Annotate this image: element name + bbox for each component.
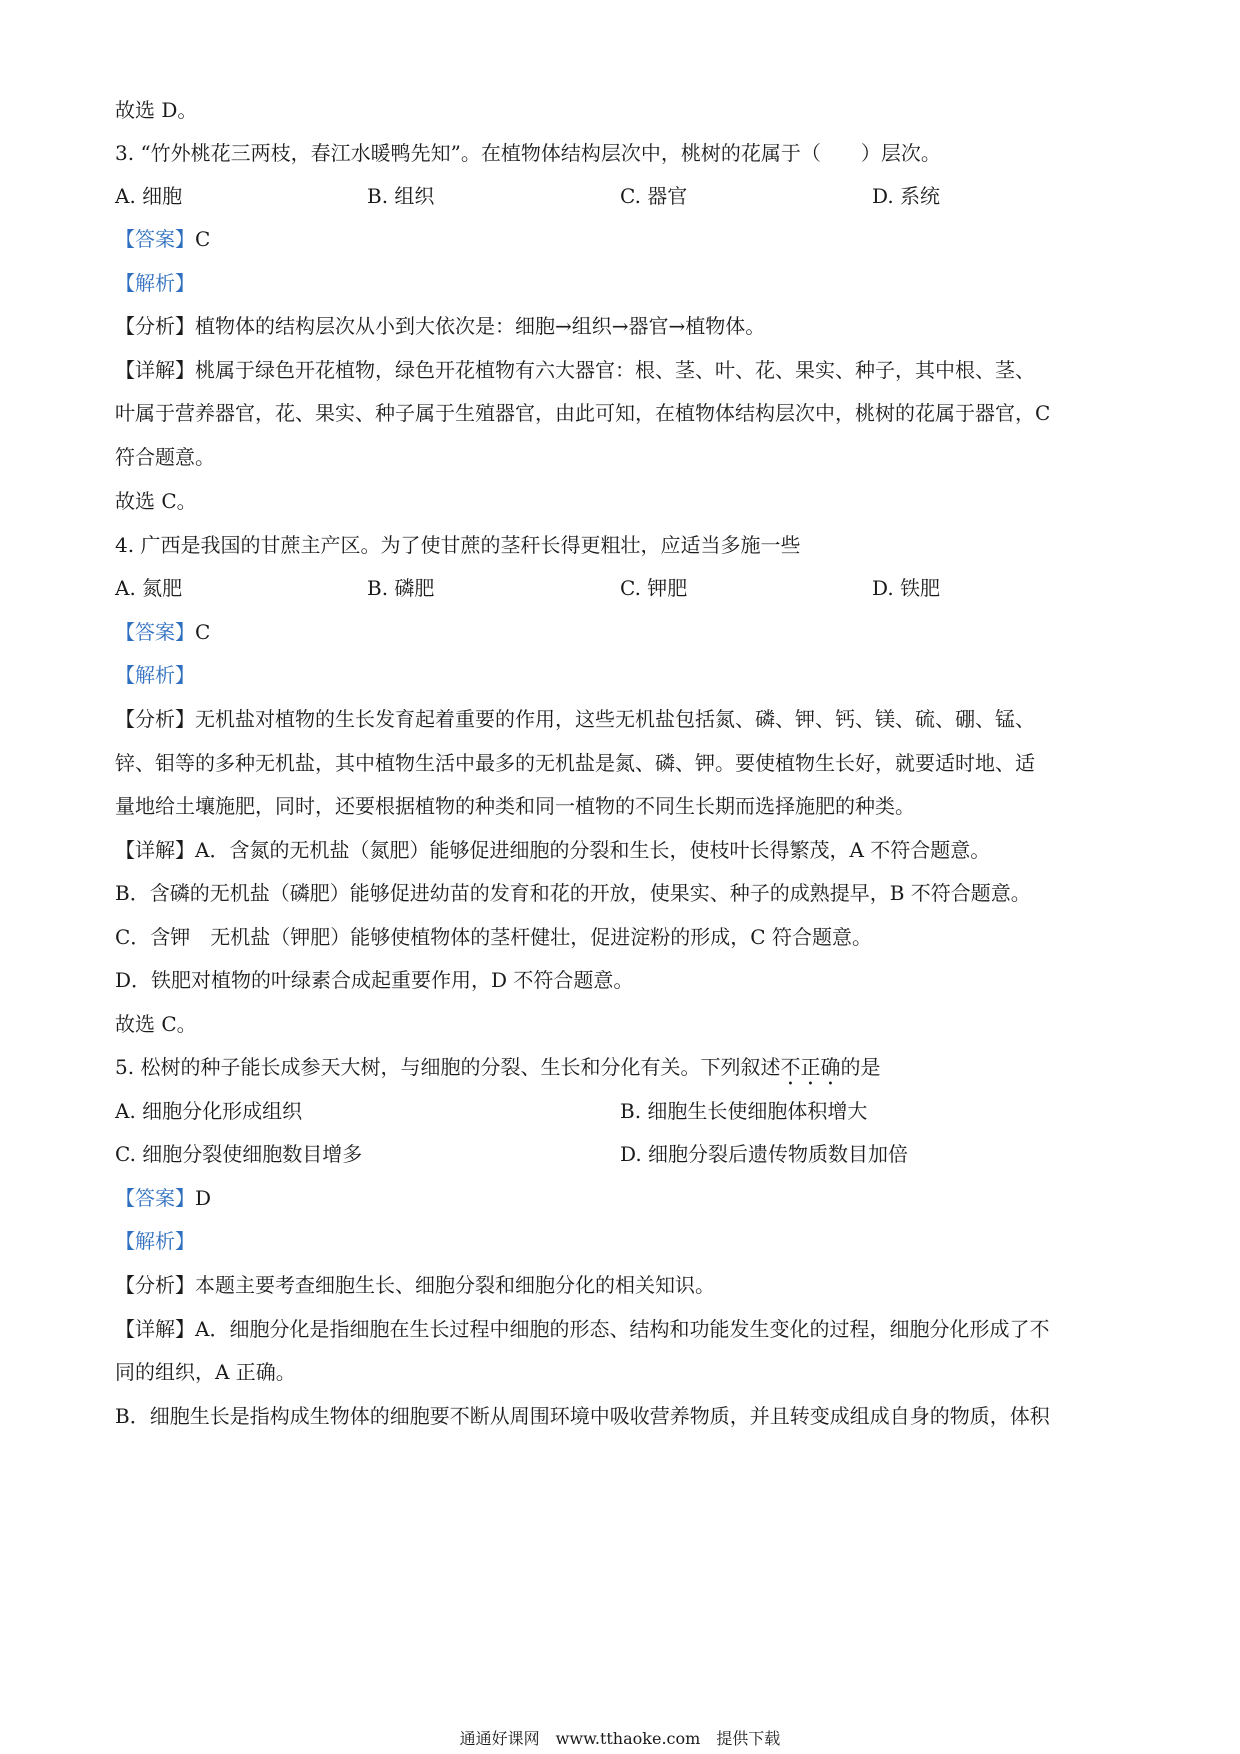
fenxi-text: 无机盐对植物的生长发育起着重要的作用，这些无机盐包括氮、磷、钾、钙、镁、硫、硼、锰、 — [195, 707, 1035, 731]
xiangjie-text: 桃属于绿色开花植物，绿色开花植物有六大器官：根、茎、叶、花、果实、种子，其中根、茎、 — [195, 358, 1035, 382]
q3-option-c: C. 器官 — [620, 184, 688, 208]
xiangjie-tag: 【详解】 — [115, 358, 195, 382]
q5-option-a: A. 细胞分化形成组织 — [115, 1099, 303, 1123]
conclusion-q2: 故选 D。 — [115, 98, 198, 122]
q3-option-d: D. 系统 — [872, 184, 941, 208]
q4-fenxi-1 — [115, 706, 1135, 732]
xiangjie-text: A．含氮的无机盐（氮肥）能够促进细胞的分裂和生长，使枝叶长得繁茂，A 不符合题意。 — [195, 838, 991, 862]
q5-option-b: B. 细胞生长使细胞体积增大 — [620, 1099, 868, 1123]
xiangjie-tag: 【详解】 — [115, 838, 195, 862]
q3-option-b: B. 组织 — [367, 184, 435, 208]
q5-fenxi — [115, 1272, 1135, 1298]
fenxi-text: 植物体的结构层次从小到大依次是：细胞→组织→器官→植物体。 — [195, 314, 766, 338]
fenxi-tag: 【分析】 — [115, 314, 195, 338]
fenxi-text: 本题主要考查细胞生长、细胞分裂和细胞分化的相关知识。 — [195, 1273, 715, 1297]
q4-analysis-tag: 【解析】 — [115, 663, 195, 687]
xiangjie-text: A．细胞分化是指细胞在生长过程中细胞的形态、结构和功能发生变化的过程，细胞分化形成了不 — [195, 1317, 1050, 1341]
answer-value: D — [195, 1186, 212, 1210]
q3-option-a: A. 细胞 — [115, 184, 183, 208]
q4-option-b: B. 磷肥 — [367, 576, 435, 600]
q4-fenxi-3: 量地给土壤施肥，同时，还要根据植物的种类和同一植物的不同生长期而选择施肥的种类。 — [115, 794, 915, 818]
question-5 — [115, 1054, 1135, 1090]
q5-emphasis: 不正确 — [780, 1055, 841, 1079]
q3-xiangjie-1 — [115, 357, 1135, 383]
q3-analysis-tag: 【解析】 — [115, 271, 195, 295]
answer-tag: 【答案】 — [115, 1186, 195, 1210]
q3-fenxi — [115, 313, 1135, 339]
q4-xiangjie-d: D．铁肥对植物的叶绿素合成起重要作用，D 不符合题意。 — [115, 968, 634, 992]
q4-option-d: D. 铁肥 — [872, 576, 941, 600]
q4-xiangjie-c: C．含钾 无机盐（钾肥）能够使植物体的茎杆健壮，促进淀粉的形成，C 符合题意。 — [115, 925, 872, 949]
question-3: 3. “竹外桃花三两枝，春江水暖鸭先知”。在植物体结构层次中，桃树的花属于（ ）层次。 — [115, 141, 941, 165]
q3-xiangjie-2: 叶属于营养器官，花、果实、种子属于生殖器官，由此可知，在植物体结构层次中，桃树的花属于器官，C — [115, 401, 1051, 425]
question-4: 4. 广西是我国的甘蔗主产区。为了使甘蔗的茎秆长得更粗壮，应适当多施一些 — [115, 533, 801, 557]
q4-xiangjie-b: B．含磷的无机盐（磷肥）能够促进幼苗的发育和花的开放，使果实、种子的成熟提早，B 不符合题意。 — [115, 881, 1031, 905]
conclusion-q3: 故选 C。 — [115, 489, 197, 513]
q5-text-post: 的是 — [840, 1055, 881, 1079]
q4-option-c: C. 钾肥 — [620, 576, 688, 600]
q4-option-a: A. 氮肥 — [115, 576, 183, 600]
page-footer: 通通好课网 www.tthaoke.com 提供下载 — [459, 1729, 781, 1748]
q3-xiangjie-3: 符合题意。 — [115, 445, 215, 469]
q4-answer — [115, 619, 1135, 645]
q3-answer — [115, 226, 1135, 252]
q4-xiangjie-a — [115, 837, 1135, 863]
q5-xiangjie-a1 — [115, 1316, 1135, 1342]
conclusion-q4: 故选 C。 — [115, 1012, 197, 1036]
fenxi-tag: 【分析】 — [115, 707, 195, 731]
xiangjie-tag: 【详解】 — [115, 1317, 195, 1341]
answer-value: C — [195, 620, 211, 644]
q5-text-pre: 5. 松树的种子能长成参天大树，与细胞的分裂、生长和分化有关。下列叙述 — [115, 1055, 781, 1079]
fenxi-tag: 【分析】 — [115, 1273, 195, 1297]
q5-option-d: D. 细胞分裂后遗传物质数目加倍 — [620, 1142, 909, 1166]
q5-xiangjie-a2: 同的组织，A 正确。 — [115, 1360, 296, 1384]
answer-tag: 【答案】 — [115, 620, 195, 644]
q5-option-c: C. 细胞分裂使细胞数目增多 — [115, 1142, 363, 1166]
answer-tag: 【答案】 — [115, 227, 195, 251]
q4-fenxi-2: 锌、钼等的多种无机盐，其中植物生活中最多的无机盐是氮、磷、钾。要使植物生长好，就要适时地、适 — [115, 751, 1035, 775]
q5-answer — [115, 1185, 1135, 1211]
answer-value: C — [195, 227, 211, 251]
q5-analysis-tag: 【解析】 — [115, 1229, 195, 1253]
q5-xiangjie-b1: B．细胞生长是指构成生物体的细胞要不断从周围环境中吸收营养物质，并且转变成组成自身的物质，体积 — [115, 1404, 1050, 1428]
